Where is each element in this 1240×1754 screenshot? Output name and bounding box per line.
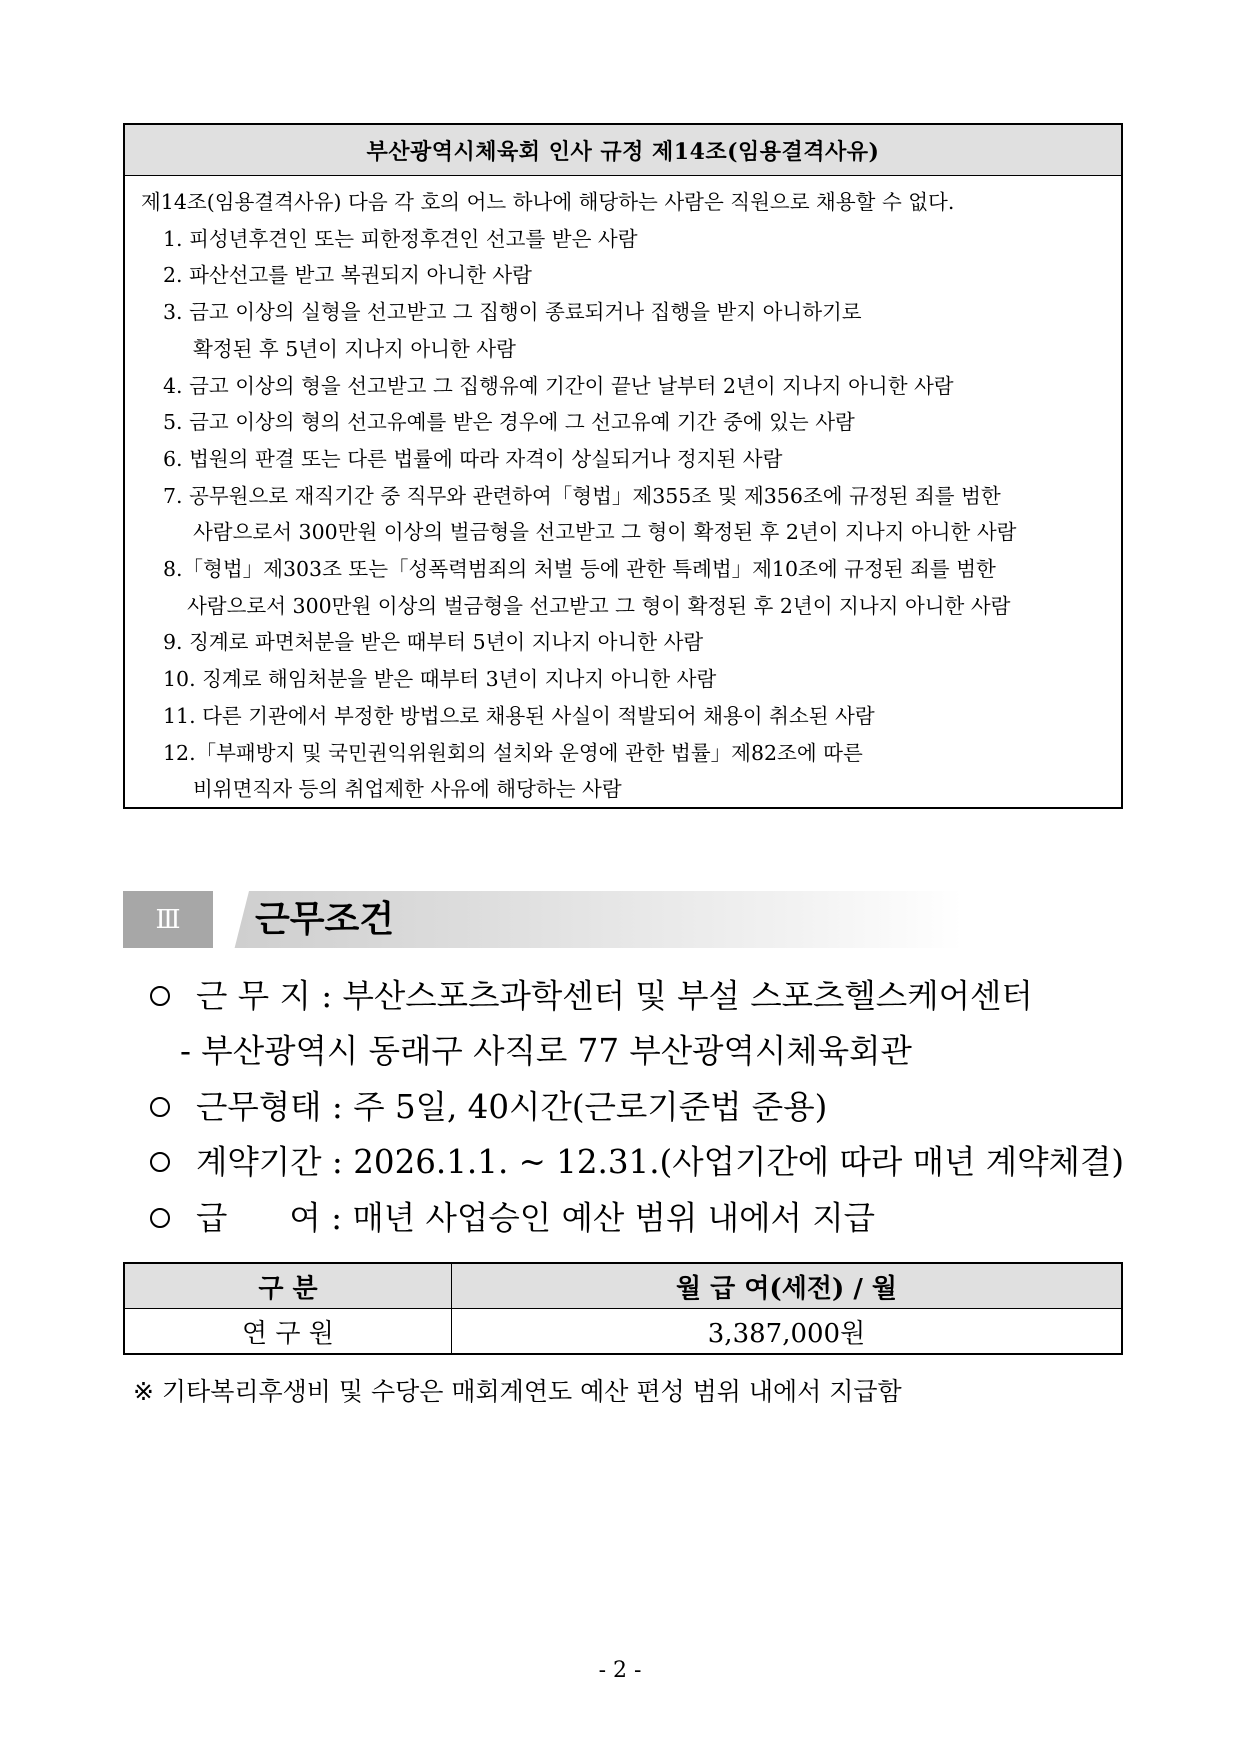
pay-table xyxy=(123,1262,1123,1355)
contract-label: 계약기간 xyxy=(196,1143,322,1181)
table-header-cell: 구 분 xyxy=(124,1263,452,1309)
section-title: 근무조건 xyxy=(255,899,395,940)
regulation-item: 12.「부패방지 및 국민권익위원회의 설치와 운영에 관한 법률」제82조에 따른 xyxy=(163,740,863,765)
circle-bullet-icon xyxy=(150,986,170,1006)
table-row xyxy=(124,1309,1122,1355)
table-cell: 연 구 원 xyxy=(124,1309,452,1355)
workplace-value: 부산스포츠과학센터 및 부설 스포츠헬스케어센터 xyxy=(342,977,1033,1015)
regulation-header: 부산광역시체육회 인사 규정 제14조(임용결격사유) xyxy=(125,125,1121,176)
table-cell: 3,387,000원 xyxy=(452,1309,1123,1355)
regulation-item: 8.「형법」제303조 또는「성폭력범죄의 처벌 등에 관한 특례법」제10조에 규정된 죄를 범한 xyxy=(163,557,996,582)
regulation-item: 7. 공무원으로 재직기간 중 직무와 관련하여「형법」제355조 및 제356조에 규정된 죄를 범한 xyxy=(163,483,1001,508)
regulation-item: 6. 법원의 판결 또는 다른 법률에 따라 자격이 상실되거나 정지된 사람 xyxy=(163,446,783,471)
regulation-item-continued: 확정된 후 5년이 지나지 아니한 사람 xyxy=(193,336,516,361)
condition-work-type xyxy=(150,1082,827,1128)
salary-value: 매년 사업승인 예산 범위 내에서 지급 xyxy=(352,1199,875,1237)
footnote: ※ 기타복리후생비 및 수당은 매회계연도 예산 편성 범위 내에서 지급함 xyxy=(133,1377,902,1406)
regulation-item-continued: 사람으로서 300만원 이상의 벌금형을 선고받고 그 형이 확정된 후 2년이 지나지 아니한 사람 xyxy=(193,520,1017,545)
table-header-row xyxy=(124,1263,1122,1309)
regulation-item: 2. 파산선고를 받고 복권되지 아니한 사람 xyxy=(163,263,532,288)
separator: : xyxy=(321,1088,354,1126)
condition-salary xyxy=(150,1193,875,1239)
table-header-cell: 월 급 여(세전) / 월 xyxy=(452,1263,1123,1309)
separator: : xyxy=(310,977,343,1015)
salary-label: 급 여 xyxy=(196,1199,321,1237)
section-header xyxy=(123,891,963,948)
regulation-item-continued: 사람으로서 300만원 이상의 벌금형을 선고받고 그 형이 확정된 후 2년이 지나지 아니한 사람 xyxy=(187,593,1011,618)
regulation-item: 11. 다른 기관에서 부정한 방법으로 채용된 사실이 적발되어 채용이 취소된 사람 xyxy=(163,703,875,728)
regulation-item-continued: 비위면직자 등의 취업제한 사유에 해당하는 사람 xyxy=(193,777,622,802)
workplace-label: 근 무 지 xyxy=(196,977,311,1015)
address-line: - 부산광역시 동래구 사직로 77 부산광역시체육회관 xyxy=(180,1032,912,1070)
regulation-intro: 제14조(임용결격사유) 다음 각 호의 어느 하나에 해당하는 사람은 직원으로 채용할 수 없다. xyxy=(141,190,955,214)
condition-contract xyxy=(150,1137,1124,1183)
regulation-item: 1. 피성년후견인 또는 피한정후견인 선고를 받은 사람 xyxy=(163,226,638,251)
regulation-item: 4. 금고 이상의 형을 선고받고 그 집행유예 기간이 끝난 날부터 2년이 지나지 아니한 사람 xyxy=(163,373,954,398)
regulation-item: 3. 금고 이상의 실형을 선고받고 그 집행이 종료되거나 집행을 받지 아니하기로 xyxy=(163,300,862,325)
separator: : xyxy=(320,1199,353,1237)
regulation-item: 9. 징계로 파면처분을 받은 때부터 5년이 지나지 아니한 사람 xyxy=(163,630,704,655)
circle-bullet-icon xyxy=(150,1097,170,1117)
work-type-value: 주 5일, 40시간(근로기준법 준용) xyxy=(353,1088,828,1126)
section-number: Ⅲ xyxy=(123,891,213,948)
condition-workplace xyxy=(150,971,1033,1017)
work-type-label: 근무형태 xyxy=(196,1088,322,1126)
regulation-item: 5. 금고 이상의 형의 선고유예를 받은 경우에 그 선고유예 기간 중에 있는 사람 xyxy=(163,410,855,435)
section-divider xyxy=(213,891,249,948)
page-number: - 2 - xyxy=(598,1658,642,1683)
separator: : xyxy=(321,1143,354,1181)
contract-value: 2026.1.1. ~ 12.31.(사업기간에 따라 매년 계약체결) xyxy=(353,1143,1125,1181)
circle-bullet-icon xyxy=(150,1208,170,1228)
regulation-box xyxy=(123,123,1123,809)
circle-bullet-icon xyxy=(150,1152,170,1172)
regulation-item: 10. 징계로 해임처분을 받은 때부터 3년이 지나지 아니한 사람 xyxy=(163,667,717,692)
regulation-body xyxy=(125,176,1121,808)
